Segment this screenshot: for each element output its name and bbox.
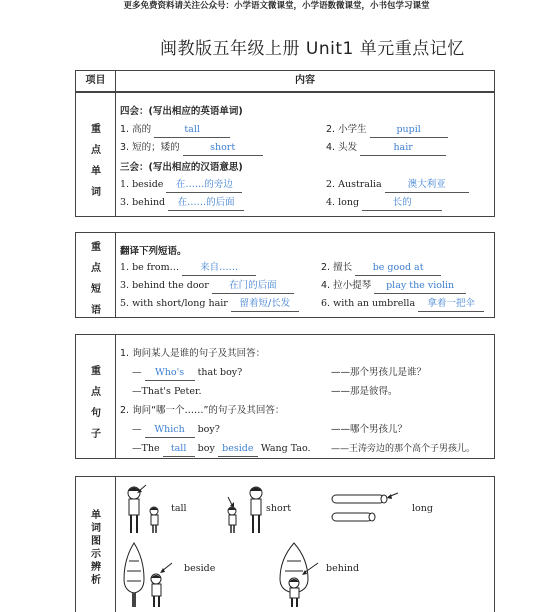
header-item: 项目 [76, 71, 116, 91]
label-char: 重 [91, 124, 101, 135]
section-pictures [75, 476, 495, 612]
sentence-translation: ——那是彼得。 [331, 386, 398, 397]
label-char: 子 [91, 429, 101, 440]
top-banner: 更多免费资料请关注公众号：小学语文微课堂，小学语数微课堂，小书包学习课堂 [123, 1, 430, 11]
answer-blank[interactable]: 在门的后面 [212, 279, 294, 294]
label-char: 重 [91, 242, 101, 253]
answer-blank[interactable]: 在……的旁边 [166, 178, 242, 193]
answer-blank[interactable]: pupil [370, 123, 448, 138]
word-item: 3. behind 在……的后面 [120, 196, 244, 211]
picture-word: behind [326, 563, 360, 574]
word-item: 4. 头发 hair [326, 141, 446, 156]
tall-boy-illustration [120, 481, 170, 539]
section-label-col [76, 477, 116, 612]
answer-blank[interactable]: 来自…… [182, 261, 256, 276]
label-char: 点 [91, 145, 101, 156]
table-header [75, 70, 495, 92]
word-item: 2. Australia 澳大利亚 [326, 178, 469, 193]
sentence-translation: ——哪个男孩儿？ [331, 424, 408, 435]
label-char: 析 [91, 575, 101, 586]
picture-word: beside [184, 563, 216, 574]
answer-blank[interactable]: 澳大利亚 [385, 178, 469, 193]
subheading: 翻译下列短语。 [120, 246, 187, 257]
section-label-col [76, 335, 116, 458]
answer-blank[interactable]: short [183, 141, 263, 156]
answer-blank[interactable]: beside [218, 442, 258, 457]
sentence: —That's Peter. [132, 386, 202, 397]
sentence: —The tall boy beside Wang Tao. [132, 442, 311, 457]
word-item: 1. beside 在……的旁边 [120, 178, 242, 193]
label-char: 短 [91, 284, 101, 295]
picture-word: long [412, 503, 433, 514]
phrase-item: 3. behind the door 在门的后面 [120, 279, 294, 294]
phrase-item: 6. with an umbrella 拿着一把伞 [321, 297, 484, 312]
section-label-col [76, 93, 116, 216]
page-title: 闽教版五年级上册 Unit1 单元重点记忆 [160, 39, 465, 59]
answer-blank[interactable]: tall [163, 442, 195, 457]
behind-illustration [274, 539, 324, 611]
question-heading: 1. 询问某人是谁的句子及其回答： [120, 348, 266, 359]
sentence: — Who's that boy? [132, 366, 242, 381]
answer-blank[interactable]: play the violin [374, 279, 466, 294]
subheading: 三会：(写出相应的汉语意思) [120, 162, 243, 173]
answer-blank[interactable]: be good at [355, 261, 441, 276]
word-item: 3. 短的；矮的 short [120, 141, 263, 156]
picture-word: short [266, 503, 292, 514]
answer-blank[interactable]: Who's [145, 366, 195, 381]
label-char: 语 [91, 305, 101, 316]
section-phrases [75, 232, 495, 318]
picture-word: tall [171, 503, 187, 514]
answer-blank[interactable]: 长的 [362, 196, 442, 211]
label-char: 单 [91, 166, 101, 177]
label-char: 图 [91, 536, 101, 547]
short-boy-illustration [222, 481, 272, 539]
word-item: 2. 小学生 pupil [326, 123, 448, 138]
sentence-translation: ——王涛旁边的那个高个子男孩儿。 [331, 444, 476, 454]
phrase-item: 1. be from… 来自…… [120, 261, 256, 276]
section-words [75, 92, 495, 217]
label-char: 重 [91, 366, 101, 377]
pencils-illustration [330, 491, 400, 527]
label-char: 点 [91, 387, 101, 398]
phrase-item: 4. 拉小提琴 play the violin [321, 279, 466, 294]
phrase-item: 2. 擅长 be good at [321, 261, 441, 276]
label-char: 示 [91, 549, 101, 560]
header-content: 内容 [295, 75, 315, 86]
word-item: 1. 高的 tall [120, 123, 230, 138]
phrase-item: 5. with short/long hair 留着短/长发 [120, 297, 299, 312]
section-sentences [75, 334, 495, 459]
section-label-col [76, 233, 116, 317]
label-char: 句 [91, 408, 101, 419]
word-item: 4. long 长的 [326, 196, 442, 211]
beside-illustration [120, 539, 180, 611]
answer-blank[interactable]: hair [360, 141, 446, 156]
sentence: — Which boy? [132, 423, 220, 438]
label-char: 词 [91, 523, 101, 534]
answer-blank[interactable]: 拿着一把伞 [418, 297, 484, 312]
answer-blank[interactable]: 在……的后面 [168, 196, 244, 211]
subheading: 四会：(写出相应的英语单词) [120, 106, 243, 117]
label-char: 单 [91, 510, 101, 521]
answer-blank[interactable]: Which [145, 423, 195, 438]
question-heading: 2. 询问“哪一个……”的句子及其回答： [120, 405, 285, 416]
answer-blank[interactable]: tall [154, 123, 230, 138]
answer-blank[interactable]: 留着短/长发 [231, 297, 299, 312]
label-char: 点 [91, 263, 101, 274]
label-char: 词 [91, 187, 101, 198]
sentence-translation: ——那个男孩儿是谁？ [331, 367, 427, 378]
label-char: 辨 [91, 562, 101, 573]
